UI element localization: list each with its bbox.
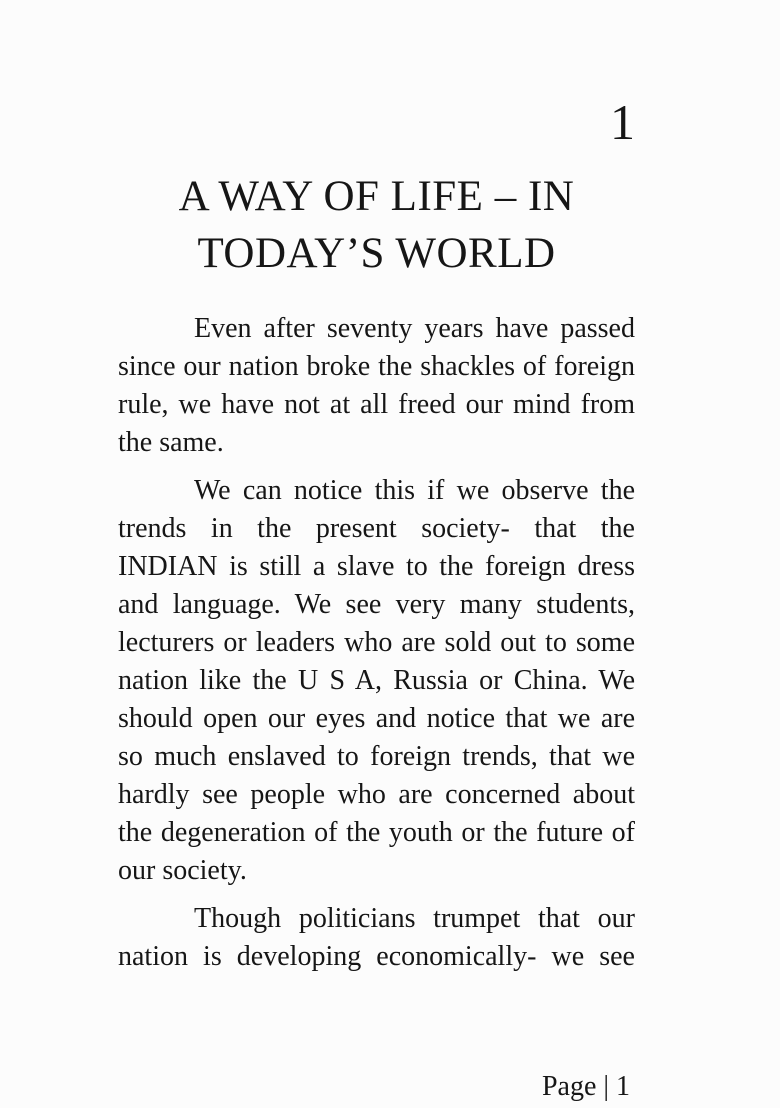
paragraph (118, 472, 635, 890)
text-line: nation is developing economically- we see (118, 941, 635, 972)
text-line: our society. (118, 855, 247, 886)
text-line: rule, we have not at all freed our mind from (118, 389, 635, 420)
chapter-number: 1 (610, 94, 635, 150)
text-line: trends in the present society- that the (118, 513, 635, 544)
text-line: We can notice this if we observe the (194, 475, 635, 506)
text-line: should open our eyes and notice that we are (118, 703, 635, 734)
chapter-title-line-2: TODAY’S WORLD (197, 230, 556, 277)
chapter-title-line-1: A WAY OF LIFE – IN (178, 173, 575, 220)
text-line: Even after seventy years have passed (194, 313, 635, 344)
text-line: hardly see people who are concerned about (118, 779, 635, 810)
text-line: the same. (118, 427, 224, 458)
body-text (118, 310, 635, 986)
text-line: so much enslaved to foreign trends, that we (118, 741, 635, 772)
text-line: nation like the U S A, Russia or China. We (118, 665, 635, 696)
paragraph (118, 310, 635, 462)
text-line: Though politicians trumpet that our (194, 903, 635, 934)
page-footer: Page | 1 (541, 1071, 630, 1102)
text-line: lecturers or leaders who are sold out to some (118, 627, 635, 658)
chapter-title (118, 168, 635, 282)
text-line: and language. We see very many students, (118, 589, 635, 620)
text-line: since our nation broke the shackles of foreign (118, 351, 635, 382)
text-line: INDIAN is still a slave to the foreign dress (118, 551, 635, 582)
paragraph (118, 900, 635, 976)
text-line: the degeneration of the youth or the future of (118, 817, 635, 848)
